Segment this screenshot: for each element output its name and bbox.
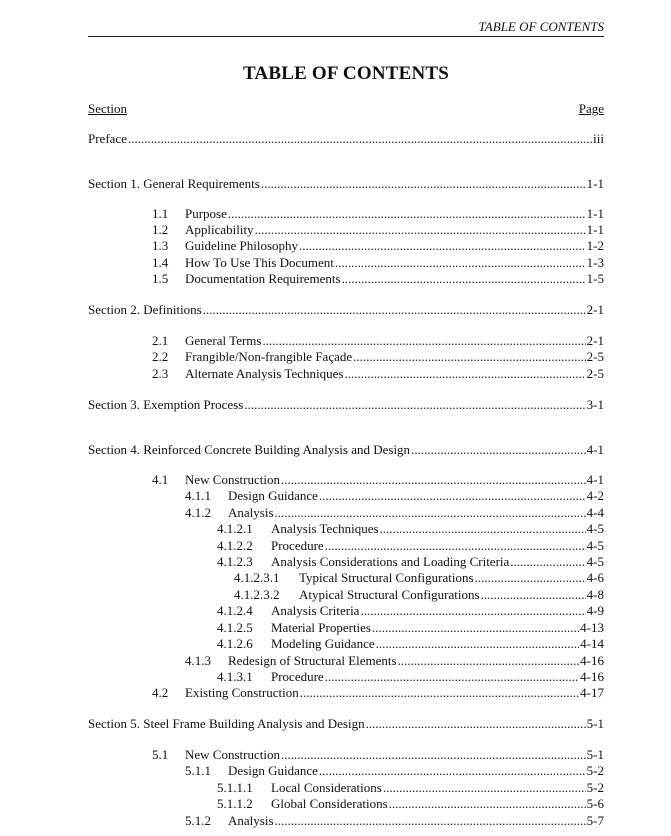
toc-entry-page: 2-1	[586, 333, 604, 348]
dot-leader	[366, 716, 586, 732]
dot-leader	[376, 636, 580, 652]
toc-entry-label: Material Properties	[271, 620, 371, 635]
toc-entry-page: 1-1	[586, 222, 604, 237]
dot-leader	[319, 488, 586, 504]
toc-entry-5-1-2[interactable]	[185, 813, 604, 829]
toc-entry-label: Analysis Considerations and Loading Criteria	[271, 554, 510, 569]
toc-entry-label: Procedure	[271, 538, 324, 553]
toc-entry-page: 4-17	[580, 685, 604, 700]
toc-entry-label: Local Considerations	[271, 780, 382, 795]
toc-entry-label: Modeling Guidance	[271, 636, 375, 651]
toc-entry-1-4[interactable]	[152, 255, 604, 271]
toc-entry-label: Procedure	[271, 669, 324, 684]
toc-entry-2-1[interactable]	[152, 333, 604, 349]
toc-entry-section-3[interactable]	[88, 397, 604, 413]
toc-entry-4-1-2-3-1[interactable]	[234, 570, 604, 586]
toc-entry-label: Atypical Structural Configurations	[299, 587, 480, 602]
toc-entry-number: 4.1.2.5	[217, 620, 253, 635]
toc-entry-label: New Construction	[185, 472, 280, 487]
dot-leader	[228, 206, 586, 222]
toc-entry-number: 4.1.2.4	[217, 603, 253, 618]
toc-entry-page: 4-5	[586, 554, 604, 569]
toc-entry-number: 2.3	[152, 366, 169, 381]
dot-leader	[300, 685, 579, 701]
toc-entry-number: 4.1.2.3.2	[234, 587, 280, 602]
dot-leader	[360, 603, 585, 619]
toc-entry-number: 1.4	[152, 255, 169, 270]
toc-entry-5-1-1[interactable]	[185, 763, 604, 779]
toc-entry-4-2[interactable]	[152, 685, 604, 701]
toc-entry-label: Design Guidance	[228, 763, 318, 778]
toc-entry-number: 4.1.2.3	[217, 554, 253, 569]
dot-leader	[275, 813, 586, 829]
dot-leader	[510, 554, 585, 570]
toc-entry-2-2[interactable]	[152, 349, 604, 365]
toc-entry-number: 4.2	[152, 685, 169, 700]
dot-leader	[380, 521, 586, 537]
dot-leader	[389, 796, 586, 812]
toc-entry-label: Applicability	[185, 222, 254, 237]
toc-entry-4-1-2-6[interactable]	[217, 636, 604, 652]
dot-leader	[244, 397, 585, 413]
toc-entry-number: 5.1.1.2	[217, 796, 253, 811]
toc-entry-page: 4-9	[586, 603, 604, 618]
toc-entry-section-4[interactable]	[88, 442, 604, 458]
toc-entry-label: Preface	[88, 131, 127, 146]
toc-entry-page: 4-6	[586, 570, 604, 585]
toc-entry-page: 4-4	[586, 505, 604, 520]
toc-entry-label: Global Considerations	[271, 796, 388, 811]
dot-leader	[281, 472, 586, 488]
toc-entry-page: 1-2	[586, 238, 604, 253]
toc-entry-page: 4-13	[580, 620, 604, 635]
dot-leader	[325, 669, 579, 685]
toc-entry-label: Analysis	[228, 813, 274, 828]
toc-entry-label: Section 3. Exemption Process	[88, 397, 244, 412]
dot-leader	[475, 570, 586, 586]
dot-leader	[262, 333, 585, 349]
toc-entry-number: 1.3	[152, 238, 169, 253]
toc-entry-5-1-1-2[interactable]	[217, 796, 604, 812]
toc-entry-page: 1-1	[586, 206, 604, 221]
toc-entry-4-1-2-3-2[interactable]	[234, 587, 604, 603]
toc-entry-page: 4-1	[586, 472, 604, 487]
toc-entry-5-1-1-1[interactable]	[217, 780, 604, 796]
toc-entry-page: 4-5	[586, 538, 604, 553]
toc-entry-4-1-2-5[interactable]	[217, 620, 604, 636]
toc-entry-number: 5.1.1	[185, 763, 211, 778]
toc-entry-1-3[interactable]	[152, 238, 604, 254]
toc-entry-number: 4.1.3	[185, 653, 211, 668]
toc-entry-number: 4.1.2.6	[217, 636, 253, 651]
toc-entry-label: Analysis Techniques	[271, 521, 379, 536]
toc-entry-4-1-2-1[interactable]	[217, 521, 604, 537]
toc-entry-label: Design Guidance	[228, 488, 318, 503]
toc-entry-number: 1.5	[152, 271, 169, 286]
toc-entry-number: 4.1.2.1	[217, 521, 253, 536]
toc-entry-4-1-2-3[interactable]	[217, 554, 604, 570]
toc-entry-label: Typical Structural Configurations	[299, 570, 474, 585]
toc-entry-section-2[interactable]	[88, 302, 604, 318]
toc-entry-page: 2-5	[586, 349, 604, 364]
toc-entry-page: 5-2	[586, 763, 604, 778]
toc-entry-1-2[interactable]	[152, 222, 604, 238]
toc-entry-preface[interactable]	[88, 131, 604, 147]
toc-entry-page: 5-1	[586, 747, 604, 762]
toc-entry-number: 4.1.2.2	[217, 538, 253, 553]
running-header: TABLE OF CONTENTS	[88, 19, 604, 37]
toc-entry-label: Analysis Criteria	[271, 603, 360, 618]
page-title: TABLE OF CONTENTS	[242, 63, 450, 84]
dot-leader	[281, 747, 586, 763]
dot-leader	[128, 131, 592, 147]
toc-entry-page: 4-2	[586, 488, 604, 503]
toc-entry-label: Section 4. Reinforced Concrete Building Analysis and Design	[88, 442, 411, 457]
dot-leader	[261, 176, 586, 192]
toc-entry-page: 2-1	[586, 302, 604, 317]
dot-leader	[255, 222, 586, 238]
toc-entry-number: 5.1.2	[185, 813, 211, 828]
dot-leader	[203, 302, 586, 318]
toc-entry-4-1-3-1[interactable]	[217, 669, 604, 685]
toc-entry-label: Section 1. General Requirements	[88, 176, 260, 191]
toc-entry-page: 1-5	[586, 271, 604, 286]
dot-leader	[325, 538, 586, 554]
toc-entry-4-1-2[interactable]	[185, 505, 604, 521]
page-column-header: Page	[578, 101, 604, 116]
toc-entry-1-1[interactable]	[152, 206, 604, 222]
toc-entry-1-5[interactable]	[152, 271, 604, 287]
toc-entry-page: 1-1	[586, 176, 604, 191]
toc-entry-number: 4.1.2	[185, 505, 211, 520]
toc-entry-label: Purpose	[185, 206, 227, 221]
toc-entry-page: 5-6	[586, 796, 604, 811]
toc-entry-label: Section 5. Steel Frame Building Analysis and Design	[88, 716, 365, 731]
toc-entry-page: 5-2	[586, 780, 604, 795]
toc-entry-label: How To Use This Document	[185, 255, 334, 270]
dot-leader	[372, 620, 579, 636]
dot-leader	[319, 763, 586, 779]
toc-entry-label: Analysis	[228, 505, 274, 520]
toc-entry-page: 4-1	[586, 442, 604, 457]
toc-entry-number: 4.1	[152, 472, 169, 487]
toc-entry-4-1-1[interactable]	[185, 488, 604, 504]
toc-entry-number: 1.2	[152, 222, 169, 237]
toc-entry-label: Alternate Analysis Techniques	[185, 366, 344, 381]
toc-entry-number: 4.1.3.1	[217, 669, 253, 684]
toc-entry-5-1[interactable]	[152, 747, 604, 763]
toc-entry-section-5[interactable]	[88, 716, 604, 732]
dot-leader	[481, 587, 586, 603]
toc-entry-number: 5.1	[152, 747, 169, 762]
dot-leader	[342, 271, 586, 287]
toc-entry-number: 2.2	[152, 349, 169, 364]
toc-entry-page: 5-1	[586, 716, 604, 731]
toc-entry-page: 1-3	[586, 255, 604, 270]
toc-entry-4-1-2-4[interactable]	[217, 603, 604, 619]
toc-entry-4-1-3[interactable]	[185, 653, 604, 669]
dot-leader	[383, 780, 586, 796]
toc-entry-label: New Construction	[185, 747, 280, 762]
toc-entry-label: Documentation Requirements	[185, 271, 341, 286]
toc-entry-2-3[interactable]	[152, 366, 604, 382]
dot-leader	[353, 349, 586, 365]
toc-entry-number: 4.1.2.3.1	[234, 570, 280, 585]
toc-entry-page: 4-16	[580, 669, 604, 684]
toc-entry-number: 1.1	[152, 206, 169, 221]
dot-leader	[299, 238, 586, 254]
dot-leader	[335, 255, 586, 271]
toc-entry-label: General Terms	[185, 333, 262, 348]
toc-entry-section-1[interactable]	[88, 176, 604, 192]
toc-entry-label: Section 2. Definitions	[88, 302, 202, 317]
dot-leader	[398, 653, 580, 669]
dot-leader	[411, 442, 586, 458]
toc-entry-page: 4-5	[586, 521, 604, 536]
toc-entry-number: 2.1	[152, 333, 169, 348]
toc-entry-4-1[interactable]	[152, 472, 604, 488]
dot-leader	[275, 505, 586, 521]
toc-entry-page: 2-5	[586, 366, 604, 381]
toc-entry-page: 3-1	[586, 397, 604, 412]
toc-entry-page: iii	[593, 131, 604, 146]
toc-entry-label: Frangible/Non-frangible Façade	[185, 349, 353, 364]
toc-entry-page: 4-16	[580, 653, 604, 668]
section-column-header: Section	[88, 101, 127, 116]
toc-entry-page: 4-14	[580, 636, 604, 651]
toc-entry-page: 4-8	[586, 587, 604, 602]
toc-entry-label: Redesign of Structural Elements	[228, 653, 397, 668]
toc-entry-page: 5-7	[586, 813, 604, 828]
dot-leader	[344, 366, 585, 382]
toc-entry-label: Guideline Philosophy	[185, 238, 299, 253]
toc-entry-number: 4.1.1	[185, 488, 211, 503]
toc-entry-label: Existing Construction	[185, 685, 299, 700]
toc-entry-number: 5.1.1.1	[217, 780, 253, 795]
toc-entry-4-1-2-2[interactable]	[217, 538, 604, 554]
